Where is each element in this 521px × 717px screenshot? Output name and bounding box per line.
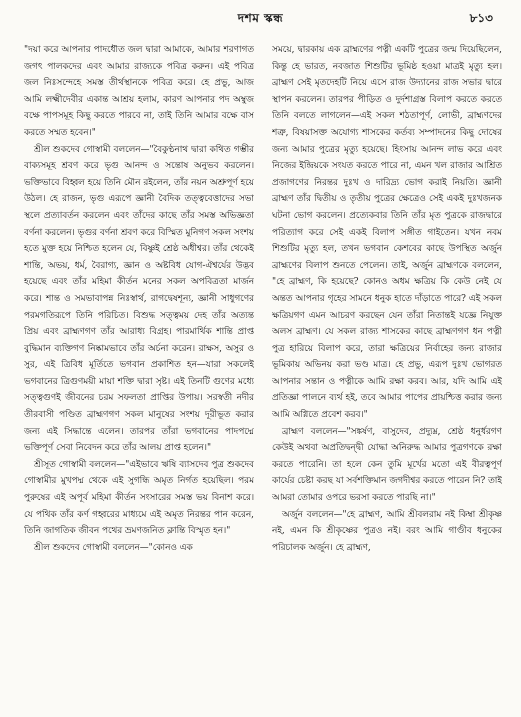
paragraph: সময়ে, দ্বারকায় এক ব্রাহ্মণের পত্নী একটি পুত্রের জন্ম দিয়েছিলেন, কিন্তু হে ভারত, নবজাত শিশুটির ভূমিষ্ঠ হওয়া মাত্রই মৃত্যু হল। ব্রাহ্মণ সেই মৃতদেহটি নিয়ে এসে রাজ উদ্যানের রাজ সভার দ্বারে স্থাপন করলেন। তারপর পীড়িত ও দুর্দশাগ্রস্ত বিলাপ করতে করতে তিনি বলতে লাগলেন—এই সকল শঠতাপূর্ণ, লোভী, ব্রাহ্মণদের শত্রু, বিষয়াসক্ত অযোগ্য শাসকের কর্তব্য সম্পাদনের কিছু দোষের জন্য আমার পুত্রের মৃত্যু হয়েছে। হিংসায় আনন্দ লাভ করে এবং নিজের ইন্দ্রিয়কে সংযত করতে পারে না, এমন খল রাজার আশ্রিত প্রজাগণের নিরন্তর দুঃখ ও দারিদ্র্য ভোগ করাই নিয়তি। জ্ঞানী ব্রাহ্মণ তাঁর দ্বিতীয় ও তৃতীয় পুত্রের ক্ষেত্রেও সেই একই দুঃখজনক ঘটনা ভোগ করলেন। প্রত্যেকবার তিনি তাঁর মৃত পুত্রকে রাজদ্বারে পরিত্যাগ করে সেই একই বিলাপ সঙ্গীত গাইতেন। যখন নবম শিশুটির মৃত্যু হল, তখন ভগবান কেশবের কাছে উপস্থিত অর্জুন ব্রাহ্মণের বিলাপ শুনতে পেলেন। তাই, অর্জুন ব্রাহ্মণকে বললেন, "হে ব্রাহ্মণ, কি হয়েছে? কোনও অধম ক্ষত্রিয় কি কেউ নেই যে অন্তত আপনার গৃহের সামনে ধনুক হাতে দাঁড়াতে পারে? এই সকল ক্ষত্রিয়গণ এমন আচরণ করছেন যেন তাঁরা নিতান্তই যজ্ঞে নিযুক্ত অলস ব্রাহ্মণ। যে সকল রাজ্য শাসকের কাছে ব্রাহ্মণগণ ধন পত্নী পুত্র হারিয়ে বিলাপ করে, তারা ক্ষত্রিয়ের নির্বাহের জন্য রাজার ভূমিকায় অভিনয় করা ভণ্ড মাত্র। হে প্রভু, এরূপ দুঃখ ভোগরত আপনার সন্তান ও পত্নীকে আমি রক্ষা করব। আর, যদি আমি এই প্রতিজ্ঞা পালনে ব্যর্থ হই, তবে আমার পাপের প্রায়শ্চিত্ত করার জন্য আমি অগ্নিতে প্রবেশ করব।" — [272, 45, 502, 421]
paragraph: "দয়া করে আপনার পাদধৌত জল দ্বারা আমাকে, আমার শরণাগত জগৎ পালকদের এবং আমার রাজ্যকে পবিত্র করুন। এই পবিত্র জল নিঃসন্দেহে সমস্ত তীর্থস্থানকে পবিত্র করে। হে প্রভু, আজ আমি লক্ষ্মীদেবীর একান্ত আশ্রয় হলাম, কারণ আপনার পদ অম্বুজ বক্ষে পাপসমূহ কিছু করতে পারবে না, তাই তিনি আমার বক্ষে বাস করতে সম্মত হবেন।" — [24, 45, 254, 138]
page-number: ৮১৩ — [469, 11, 493, 25]
page-header — [0, 10, 521, 30]
left-column — [24, 42, 254, 710]
paragraph: ব্রাহ্মণ বললেন—"সঙ্কর্ষণ, বাসুদেব, প্রদ্যুম্ন, শ্রেষ্ঠ ধনুর্ধরগণ কেউই অথবা অপ্রতিদ্বন্দ্বী যোদ্ধা অনিরুদ্ধ আমার পুত্রগণকে রক্ষা করতে পারেনি। তা হলে কেন তুমি মূর্খের মতো এই বীরত্বপূর্ণ কার্যের চেষ্টা করছ যা সর্বশক্তিমান জগদীশ্বর করতে পারেন নি? তাই আমরা তোমার ওপরে ভরসা করতে পারছি না।" — [272, 426, 502, 504]
paragraph: অর্জুন বললেন—"হে ব্রাহ্মণ, আমি শ্রীবলরাম নই কিম্বা শ্রীকৃষ্ণ নই, এমন কি শ্রীকৃষ্ণের পুত্রও নই। বরং আমি গাণ্ডীব ধনুকের পরিচালক অর্জুন। হে ব্রাহ্মণ, — [272, 509, 502, 553]
paragraph: শ্রীল শুকদেব গোস্বামী বললেন—"কোনও এক — [34, 542, 193, 553]
paragraph: শ্রীসূত গোস্বামী বললেন—"এইভাবে ঋষি ব্যাসদেব পুত্র শুকদেব গোস্বামীর মুখপদ্ম থেকে এই সুগন্ধি অমৃত নির্গত হয়েছিল। পরম পুরুষের এই অপূর্ব মহিমা কীর্তন সংসারের সমস্ত ভয় বিনাশ করে। যে পথিক তাঁর কর্ণ গহ্বরের মাধ্যমে এই অমৃত নিরন্তর পান করেন, তিনি জাগতিক জীবন পথের ভ্রমণজনিত ক্লান্তি বিস্মৃত হন।" — [24, 459, 254, 537]
paragraph: শ্রীল শুকদেব গোস্বামী বললেন—"বৈকুণ্ঠনাথ দ্বারা কথিত গম্ভীর বাক্যসমূহ শ্রবণ করে ভৃগু আনন্দ ও সন্তোষ অনুভব করলেন। ভক্তিভাবে বিহ্বল হয়ে তিনি মৌন রইলেন, তাঁর নয়ন অশ্রুপূর্ণ হয়ে উঠল। হে রাজন, ভৃগু এরূপে জ্ঞানী বৈদিক তত্ত্ববেত্তাদের সভা স্থলে প্রত্যাবর্তন করলেন এবং তাঁদের কাছে তাঁর সমস্ত অভিজ্ঞতা বর্ণনা করলেন। ভৃগুর বর্ণনা শ্রবণ করে বিস্মিত মুনিগণ সকল সংশয় হতে মুক্ত হয়ে নিশ্চিত হলেন যে, বিষ্ণুই শ্রেষ্ঠ অধীশ্বর। তাঁর থেকেই শান্তি, অভয়, ধর্ম, বৈরাগ্য, জ্ঞান ও অষ্টবিধ যোগ-ঐশ্বর্যের উদ্ভব হয়েছে এবং তাঁর মহিমা কীর্তন মনের সকল অপবিত্রতা মার্জন করে। শান্ত ও সমভাবাপন্ন নিঃস্বার্থ, রাগদ্বেষশূন্য, জ্ঞানী সাধুগণের পরমগতিরূপে তিনি পরিচিত। বিশুদ্ধ সত্ত্বময় দেহ তাঁর অত্যন্ত প্রিয় এবং ব্রাহ্মণগণ তাঁর আরাধ্য বিগ্রহ। পারমার্থিক শান্তি প্রাপ্ত বুদ্ধিমান ব্যক্তিগণ নিষ্কামভাবে তাঁর অর্চনা করেন। রাক্ষস, অসুর ও সুর, এই ত্রিবিধ মূর্তিতে ভগবান প্রকাশিত হন—যারা সকলেই ভগবানের ত্রিগুণময়ী মায়া শক্তি দ্বারা সৃষ্ট। এই তিনটি গুণের মধ্যে সত্ত্বগুণই জীবনের চরম সফলতা প্রাপ্তির উপায়। সরস্বতী নদীর তীরবাসী পণ্ডিত ব্রাহ্মণগণ সকল মানুষের সংশয় দূরীভূত করার জন্য এই সিদ্ধান্তে এলেন। তারপর তাঁরা ভগবানের পাদপদ্মে ভক্তিপূর্ণ সেবা নিবেদন করে তাঁর আলয় প্রাপ্ত হলেন।" — [24, 144, 254, 454]
right-column — [272, 42, 502, 710]
running-title: দশম স্কন্ধ — [237, 11, 284, 25]
